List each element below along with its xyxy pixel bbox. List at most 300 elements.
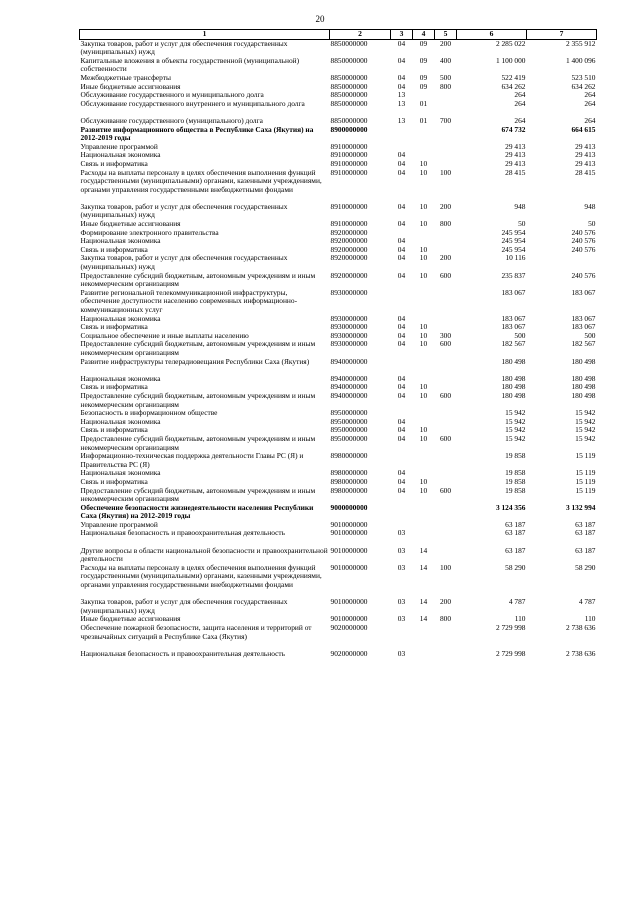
- table-row: [80, 529, 597, 546]
- row-section: [391, 504, 413, 521]
- row-amount-1: 2 729 998: [495, 623, 526, 633]
- row-amount-1: 63 187: [505, 545, 526, 555]
- row-subsection: 14: [419, 545, 428, 555]
- row-expense-type: 600: [439, 433, 452, 443]
- row-name: Обслуживание государственного и муниципального долга: [80, 90, 264, 100]
- row-amount-2: 634 262: [571, 81, 596, 91]
- row-name: Расходы на выплаты персоналу в целях обеспечения выполнения функций государственными (муниципальными) органами, казенными учреждениями, органами управления государственными внебюджетными фондами: [80, 167, 322, 194]
- row-amount-1: 500: [514, 330, 526, 340]
- row-name: Управление программой: [80, 519, 158, 529]
- row-section: 04: [397, 219, 406, 229]
- row-amount-1: 183 067: [501, 287, 526, 297]
- row-amount-2: 264: [584, 98, 596, 108]
- row-subsection: 01: [419, 115, 428, 125]
- row-amount-2: 28 415: [575, 167, 596, 177]
- page-number: 20: [315, 14, 325, 24]
- table-row: [80, 254, 597, 271]
- row-code: 8940000000: [330, 356, 368, 366]
- row-expense-type: [435, 529, 457, 546]
- table-row: [80, 126, 597, 143]
- row-amount-2: 2 738 636: [565, 623, 596, 633]
- column-header-code: 2: [330, 30, 391, 40]
- table-row: [80, 203, 597, 220]
- row-subsection: [413, 624, 435, 650]
- row-subsection: 10: [419, 330, 428, 340]
- row-amount-1: 19 858: [505, 485, 526, 495]
- row-expense-type: [435, 504, 457, 521]
- row-amount-1: 180 498: [501, 373, 526, 383]
- row-subsection: [413, 126, 435, 143]
- row-expense-type: 500: [439, 72, 452, 82]
- row-code: 9000000000: [330, 502, 368, 512]
- row-amount-1: 522 419: [501, 72, 526, 82]
- row-section: 04: [397, 81, 406, 91]
- row-expense-type: [435, 229, 457, 238]
- row-amount-1: 264: [514, 98, 526, 108]
- row-amount-1: 28 415: [505, 167, 526, 177]
- row-amount-1: 264: [514, 90, 526, 100]
- row-section: 04: [397, 158, 406, 168]
- row-code: 8950000000: [330, 425, 368, 435]
- row-amount-2: 664 615: [571, 124, 596, 134]
- row-name: Связь и информатика: [80, 158, 148, 168]
- table-row: [80, 504, 597, 521]
- row-code: 8850000000: [330, 55, 368, 65]
- row-section: 04: [397, 390, 406, 400]
- row-name: Межбюджетные трансферты: [80, 72, 171, 82]
- row-expense-type: 600: [439, 270, 452, 280]
- row-amount-2: 182 567: [571, 339, 596, 349]
- row-subsection: [413, 358, 435, 375]
- row-amount-2: 63 187: [575, 528, 596, 538]
- row-amount-1: 15 942: [505, 433, 526, 443]
- row-code: 8930000000: [330, 322, 368, 332]
- row-expense-type: [435, 521, 457, 530]
- row-amount-2: 183 067: [571, 322, 596, 332]
- row-name: Иные бюджетные ассигнования: [80, 614, 181, 624]
- table-header-row: [80, 30, 597, 40]
- row-name: Капитальные вложения в объекты государственной (муниципальной) собственности: [80, 55, 300, 74]
- row-amount-1: 264: [514, 115, 526, 125]
- table-body: [80, 39, 597, 667]
- row-name: Развитие региональной телекоммуникационной инфраструктуры, обеспечение доступности населению современных информационно-коммуникационных услуг: [80, 287, 298, 315]
- row-amount-1: 63 187: [505, 519, 526, 529]
- row-amount-1: 245 954: [501, 244, 526, 254]
- row-amount-2: 180 498: [571, 390, 596, 400]
- row-subsection: [413, 529, 435, 546]
- row-amount-1: 110: [514, 614, 526, 624]
- row-name: Обслуживание государственного внутреннего и муниципального долга: [80, 98, 305, 108]
- row-name: Национальная безопасность и правоохранительная деятельность: [80, 528, 285, 538]
- row-expense-type: 100: [439, 167, 452, 177]
- row-section: [391, 452, 413, 469]
- row-amount-1: 29 413: [505, 158, 526, 168]
- row-code: 8980000000: [330, 468, 368, 478]
- row-amount-1: 245 954: [501, 236, 526, 246]
- row-amount-2: 15 119: [575, 485, 596, 495]
- row-amount-2: 15 942: [575, 425, 596, 435]
- row-amount-2: 948: [584, 201, 596, 211]
- table-row: [80, 272, 597, 289]
- row-code: 8980000000: [330, 485, 368, 495]
- row-amount-1: 29 413: [505, 150, 526, 160]
- row-subsection: 10: [419, 485, 428, 495]
- row-expense-type: 600: [439, 485, 452, 495]
- column-header-section: 3: [391, 30, 413, 40]
- row-amount-1: 50: [518, 219, 526, 229]
- row-subsection: [413, 452, 435, 469]
- row-section: 03: [397, 614, 406, 624]
- row-subsection: [413, 289, 435, 315]
- row-code: 8920000000: [330, 244, 368, 254]
- table-row: [80, 169, 597, 203]
- row-name: Связь и информатика: [80, 425, 148, 435]
- table-row: [80, 392, 597, 409]
- row-name: Связь и информатика: [80, 322, 148, 332]
- row-amount-2: 1 400 096: [565, 55, 596, 65]
- row-subsection: 14: [419, 614, 428, 624]
- row-expense-type: [435, 375, 457, 384]
- row-section: 04: [397, 468, 406, 478]
- row-expense-type: [435, 358, 457, 375]
- row-amount-2: 3 132 994: [565, 502, 596, 512]
- row-code: 8940000000: [330, 373, 368, 383]
- row-section: 04: [397, 55, 406, 65]
- row-name: Предоставление субсидий бюджетным, автономным учреждениям и иным некоммерческим организациям: [80, 433, 316, 452]
- row-expense-type: [435, 452, 457, 469]
- row-name: Закупка товаров, работ и услуг для обеспечения государственных (муниципальных) нужд: [80, 201, 288, 220]
- row-section: [391, 126, 413, 143]
- row-amount-1: 634 262: [501, 81, 526, 91]
- row-section: 03: [397, 562, 406, 572]
- row-code: 9010000000: [330, 614, 368, 624]
- row-expense-type: [435, 418, 457, 427]
- row-amount-1: 63 187: [505, 528, 526, 538]
- row-amount-1: 674 732: [501, 124, 526, 134]
- column-header-name: 1: [80, 30, 330, 40]
- row-name: Национальная экономика: [80, 150, 161, 160]
- row-amount-1: 3 124 356: [495, 502, 526, 512]
- row-section: 04: [397, 322, 406, 332]
- row-code: 9020000000: [330, 623, 368, 633]
- row-code: 8850000000: [330, 38, 368, 48]
- row-name: Национальная экономика: [80, 416, 161, 426]
- row-expense-type: 300: [439, 330, 452, 340]
- row-name: Обеспечение безопасности жизнедеятельности населения Республики Саха (Якутия) на 2012-2019 годы: [80, 502, 314, 521]
- table-row: [80, 452, 597, 469]
- row-subsection: 10: [419, 433, 428, 443]
- row-name: Предоставление субсидий бюджетным, автономным учреждениям и иным некоммерческим организациям: [80, 339, 316, 357]
- row-amount-2: 63 187: [575, 519, 596, 529]
- row-code: 8950000000: [330, 408, 368, 418]
- row-subsection: 10: [419, 253, 428, 263]
- row-expense-type: 200: [439, 38, 452, 48]
- row-code: 8910000000: [330, 158, 368, 168]
- table-row: [80, 624, 597, 650]
- row-subsection: [413, 229, 435, 238]
- row-section: [391, 289, 413, 315]
- row-subsection: 14: [419, 597, 428, 607]
- row-subsection: [413, 521, 435, 530]
- row-amount-2: 240 576: [571, 244, 596, 254]
- row-name: Связь и информатика: [80, 244, 148, 254]
- row-code: 8910000000: [330, 141, 368, 151]
- row-subsection: 10: [419, 339, 428, 349]
- row-subsection: 09: [419, 38, 428, 48]
- table-row: [80, 564, 597, 598]
- row-code: 8850000000: [330, 98, 368, 108]
- row-expense-type: 700: [439, 115, 452, 125]
- row-section: [391, 358, 413, 375]
- row-code: 8950000000: [330, 416, 368, 426]
- table-row: [80, 598, 597, 615]
- row-amount-2: 500: [584, 330, 596, 340]
- row-name: Закупка товаров, работ и услуг для обеспечения государственных (муниципальных) нужд: [80, 38, 288, 57]
- row-amount-2: 2 738 636: [565, 648, 596, 658]
- row-name: Предоставление субсидий бюджетным, автономным учреждениям и иным некоммерческим организациям: [80, 270, 316, 289]
- row-name: Национальная экономика: [80, 313, 161, 323]
- column-header-amount-2: 7: [527, 30, 597, 40]
- row-name: Управление программой: [80, 141, 158, 151]
- row-amount-1: 180 498: [501, 356, 526, 366]
- row-amount-2: 29 413: [575, 150, 596, 160]
- row-amount-1: 2 285 022: [495, 38, 526, 48]
- row-expense-type: 600: [439, 390, 452, 400]
- row-section: 13: [397, 90, 406, 100]
- row-amount-2: 15 942: [575, 433, 596, 443]
- row-subsection: 10: [419, 158, 428, 168]
- row-name: Обеспечение пожарной безопасности, защита населения и территорий от чрезвычайных ситуаций в Республике Саха (Якутия): [80, 623, 312, 641]
- row-code: 8940000000: [330, 382, 368, 392]
- row-section: 04: [397, 339, 406, 349]
- row-amount-1: 10 116: [505, 253, 526, 263]
- row-amount-2: 523 510: [571, 72, 596, 82]
- row-name: Формирование электронного правительства: [80, 227, 219, 237]
- row-name: Национальная экономика: [80, 468, 161, 478]
- row-amount-1: 183 067: [501, 322, 526, 332]
- row-section: 04: [397, 330, 406, 340]
- row-amount-1: 948: [514, 201, 526, 211]
- row-subsection: 10: [419, 167, 428, 177]
- row-subsection: 10: [419, 382, 428, 392]
- row-amount-1: 2 729 998: [495, 648, 526, 658]
- table-row: [80, 650, 597, 667]
- row-name: Национальная экономика: [80, 373, 161, 383]
- row-name: Закупка товаров, работ и услуг для обеспечения государственных (муниципальных) нужд: [80, 253, 288, 272]
- row-amount-2: 63 187: [575, 545, 596, 555]
- row-amount-2: 183 067: [571, 313, 596, 323]
- row-section: 04: [397, 382, 406, 392]
- row-amount-2: 2 355 912: [565, 38, 596, 48]
- row-section: 04: [397, 373, 406, 383]
- row-amount-1: 183 067: [501, 313, 526, 323]
- row-amount-2: 180 498: [571, 373, 596, 383]
- row-section: [391, 624, 413, 650]
- row-subsection: 10: [419, 201, 428, 211]
- row-amount-1: 180 498: [501, 390, 526, 400]
- row-amount-1: 1 100 000: [495, 55, 526, 65]
- row-code: 8910000000: [330, 201, 368, 211]
- row-expense-type: [435, 547, 457, 564]
- column-header-amount-1: 6: [457, 30, 527, 40]
- row-code: 8980000000: [330, 476, 368, 486]
- table-row: [80, 547, 597, 564]
- row-expense-type: [435, 91, 457, 100]
- row-expense-type: 600: [439, 339, 452, 349]
- row-amount-2: 4 787: [578, 597, 596, 607]
- row-expense-type: 400: [439, 55, 452, 65]
- row-code: 8930000000: [330, 287, 368, 297]
- row-expense-type: [435, 624, 457, 650]
- row-name: Предоставление субсидий бюджетным, автономным учреждениям и иным некоммерческим организациям: [80, 485, 316, 504]
- row-subsection: 09: [419, 72, 428, 82]
- table-row: [80, 100, 597, 117]
- row-code: 8930000000: [330, 313, 368, 323]
- row-section: 04: [397, 244, 406, 254]
- row-name: Обслуживание государственного (муниципального) долга: [80, 115, 263, 125]
- row-section: 04: [397, 416, 406, 426]
- row-section: 04: [397, 72, 406, 82]
- table-row: [80, 340, 597, 357]
- row-amount-1: 245 954: [501, 227, 526, 237]
- row-subsection: 10: [419, 322, 428, 332]
- row-subsection: [413, 409, 435, 418]
- row-code: 8920000000: [330, 270, 368, 280]
- row-name: Национальная безопасность и правоохранительная деятельность: [80, 648, 285, 658]
- row-code: 9010000000: [330, 528, 368, 538]
- row-amount-2: 15 119: [575, 476, 596, 486]
- row-subsection: 01: [419, 98, 428, 108]
- row-amount-1: 19 858: [505, 468, 526, 478]
- row-code: 9010000000: [330, 545, 368, 555]
- row-section: 13: [397, 115, 406, 125]
- row-subsection: 14: [419, 562, 428, 572]
- row-code: 8950000000: [330, 433, 368, 443]
- row-expense-type: [435, 289, 457, 315]
- row-subsection: 09: [419, 81, 428, 91]
- row-expense-type: [435, 409, 457, 418]
- row-section: 03: [397, 597, 406, 607]
- row-section: 03: [397, 545, 406, 555]
- row-name: Безопасность в информационном обществе: [80, 408, 218, 418]
- row-code: 8910000000: [330, 219, 368, 229]
- row-section: 04: [397, 313, 406, 323]
- row-code: 8850000000: [330, 115, 368, 125]
- row-amount-1: 15 942: [505, 416, 526, 426]
- row-expense-type: 100: [439, 562, 452, 572]
- row-code: 8900000000: [330, 124, 368, 134]
- row-amount-2: 15 942: [575, 416, 596, 426]
- row-expense-type: [435, 650, 457, 667]
- row-section: 04: [397, 150, 406, 160]
- row-expense-type: [435, 151, 457, 160]
- table-row: [80, 289, 597, 315]
- row-section: 13: [397, 98, 406, 108]
- row-subsection: 10: [419, 270, 428, 280]
- row-subsection: 10: [419, 390, 428, 400]
- row-name: Информационно-техническая поддержка деятельности Главы РС (Я) и Правительства РС (Я): [80, 451, 304, 469]
- row-code: 9020000000: [330, 648, 368, 658]
- row-amount-1: 182 567: [501, 339, 526, 349]
- row-subsection: [413, 504, 435, 521]
- row-name: Расходы на выплаты персоналу в целях обеспечения выполнения функций государственными (муниципальными) органами, казенными учреждениями, органами управления государственными внебюджетными фондами: [80, 562, 322, 590]
- row-expense-type: 800: [439, 81, 452, 91]
- row-subsection: 10: [419, 476, 428, 486]
- row-code: 8920000000: [330, 253, 368, 263]
- row-name: Развитие информационного общества в Республике Саха (Якутия) на 2012-2019 годы: [80, 124, 314, 143]
- row-amount-2: 264: [584, 90, 596, 100]
- row-code: 9010000000: [330, 597, 368, 607]
- table-row: [80, 487, 597, 504]
- row-name: Национальная экономика: [80, 236, 161, 246]
- row-code: 8930000000: [330, 330, 368, 340]
- row-name: Иные бюджетные ассигнования: [80, 81, 181, 91]
- row-section: 04: [397, 485, 406, 495]
- row-expense-type: 200: [439, 597, 452, 607]
- row-expense-type: [435, 143, 457, 152]
- row-name: Развитие инфраструктуры телерадиовещания Республики Саха (Якутия): [80, 356, 310, 366]
- row-amount-2: 15 119: [575, 468, 596, 478]
- row-name: Связь и информатика: [80, 382, 148, 392]
- row-amount-2: 180 498: [571, 382, 596, 392]
- row-subsection: 10: [419, 219, 428, 229]
- row-section: 04: [397, 425, 406, 435]
- row-amount-2: 110: [584, 614, 596, 624]
- row-section: 04: [397, 167, 406, 177]
- row-section: 04: [397, 38, 406, 48]
- row-amount-2: 58 290: [575, 562, 596, 572]
- row-amount-1: 15 942: [505, 425, 526, 435]
- row-subsection: 10: [419, 244, 428, 254]
- row-amount-2: 15 119: [575, 451, 596, 461]
- row-amount-1: 19 858: [505, 451, 526, 461]
- row-name: Предоставление субсидий бюджетным, автономным учреждениям и иным некоммерческим организациям: [80, 390, 316, 409]
- row-section: 03: [397, 528, 406, 538]
- row-amount-1: 15 942: [505, 408, 526, 418]
- row-section: 04: [397, 236, 406, 246]
- row-name: Закупка товаров, работ и услуг для обеспечения государственных (муниципальных) нужд: [80, 597, 288, 615]
- row-amount-2: 29 413: [575, 158, 596, 168]
- table-row: [80, 57, 597, 74]
- row-code: 8920000000: [330, 227, 368, 237]
- row-amount-2: [527, 254, 597, 271]
- row-expense-type: [435, 315, 457, 324]
- row-code: 8940000000: [330, 390, 368, 400]
- table-row: [80, 358, 597, 375]
- row-section: 04: [397, 433, 406, 443]
- row-subsection: 10: [419, 425, 428, 435]
- row-code: 8930000000: [330, 339, 368, 349]
- row-expense-type: [435, 126, 457, 143]
- row-code: 8910000000: [330, 150, 368, 160]
- row-section: 04: [397, 253, 406, 263]
- row-section: 04: [397, 476, 406, 486]
- row-amount-1: 29 413: [505, 141, 526, 151]
- row-amount-2: 240 576: [571, 236, 596, 246]
- row-section: 03: [397, 648, 406, 658]
- row-amount-1: 180 498: [501, 382, 526, 392]
- row-code: 8910000000: [330, 167, 368, 177]
- row-amount-2: 50: [588, 219, 596, 229]
- row-subsection: [413, 650, 435, 667]
- row-name: Социальное обеспечение и иные выплаты населению: [80, 330, 249, 340]
- row-expense-type: 200: [439, 253, 452, 263]
- row-expense-type: 200: [439, 201, 452, 211]
- row-name: Иные бюджетные ассигнования: [80, 219, 181, 229]
- column-header-subsection: 4: [413, 30, 435, 40]
- row-code: 8920000000: [330, 236, 368, 246]
- row-code: 8850000000: [330, 90, 368, 100]
